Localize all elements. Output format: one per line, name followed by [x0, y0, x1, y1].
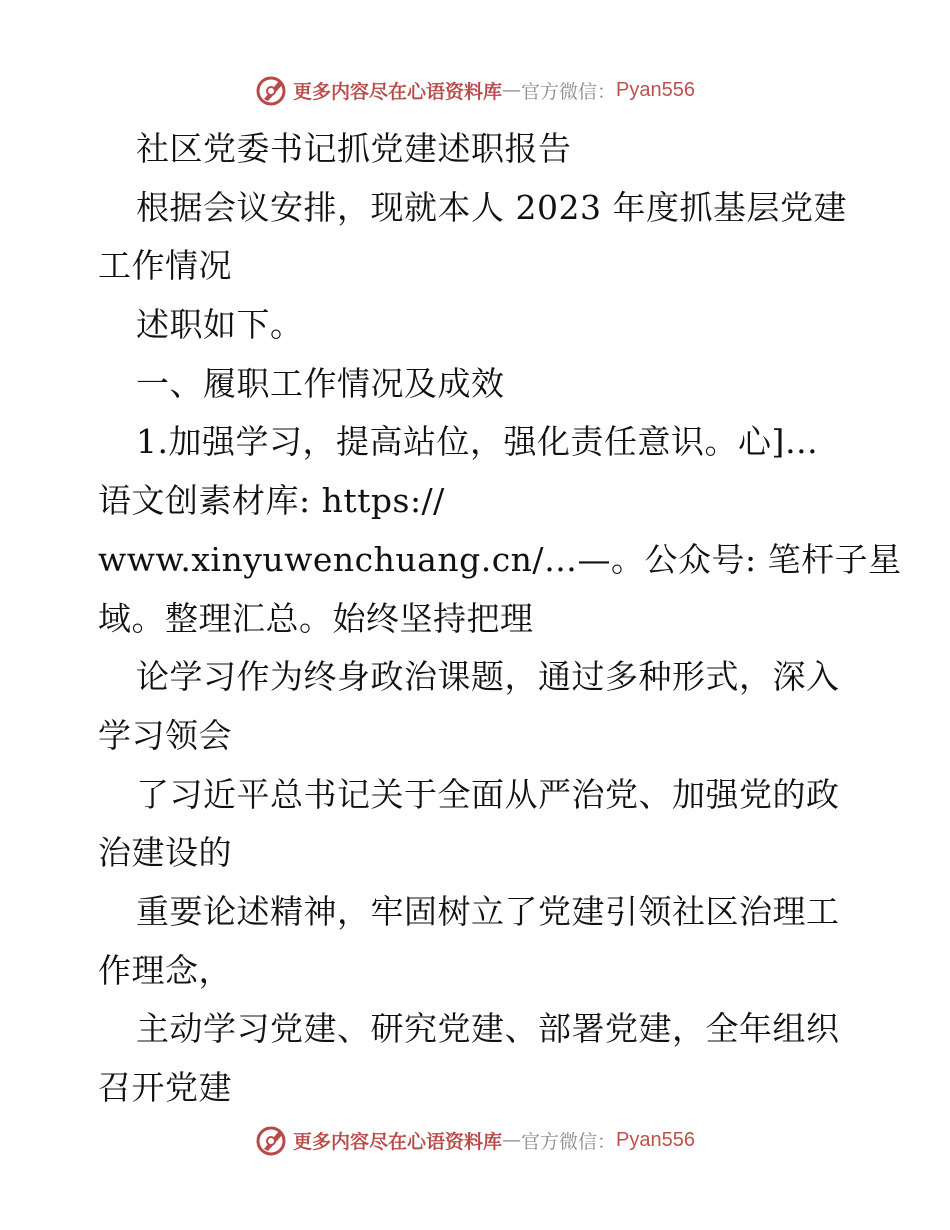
document-title: 社区党委书记抓党建述职报告 [136, 129, 572, 168]
paragraph-line: 主动学习党建、研究党建、部署党建，全年组织 [136, 1009, 840, 1049]
paragraph-line: 论学习作为终身政治课题，通过多种形式，深入 [136, 657, 840, 697]
section-heading: 一、履职工作情况及成效 [136, 363, 505, 403]
watermark-contact-label: 官方微信： [521, 1130, 617, 1153]
watermark-contact-id: Pyan556 [616, 1128, 695, 1151]
paragraph-line: 重要论述精神，牢固树立了党建引领社区治理工 [136, 891, 840, 931]
paragraph-line: 召开党建 [98, 1068, 232, 1107]
paragraph-line: www.xinyuwenchuang.cn/…—。公众号: 笔杆子星 [98, 539, 902, 579]
document-body [98, 120, 902, 1118]
footer-watermark [0, 1120, 950, 1160]
watermark-contact-id: Pyan556 [616, 78, 695, 101]
watermark-contact-label: 官方微信： [521, 80, 617, 103]
watermark-separator: — [502, 1129, 522, 1151]
paragraph-line: 根据会议安排，现就本人 2023 年度抓基层党建 [136, 187, 847, 227]
paragraph-line: 域。整理汇总。始终坚持把理 [98, 598, 534, 638]
watermark-main-text: 更多内容尽在心语资料库 [293, 80, 503, 103]
paragraph-line: 了习近平总书记关于全面从严治党、加强党的政 [136, 774, 840, 814]
paragraph-line: 语文创素材库: https:// [98, 481, 445, 521]
paragraph-line: 1.加强学习，提高站位，强化责任意识。心]… [136, 422, 819, 462]
brush-logo-icon [255, 73, 289, 107]
watermark-main-text: 更多内容尽在心语资料库 [293, 1130, 503, 1153]
paragraph-line: 工作情况 [98, 246, 232, 286]
brush-logo-icon [255, 1123, 289, 1157]
paragraph-line: 作理念， [98, 950, 232, 990]
paragraph-line: 述职如下。 [136, 305, 304, 345]
header-watermark [0, 70, 950, 110]
paragraph-line: 学习领会 [98, 715, 232, 755]
paragraph-line: 治建设的 [98, 833, 232, 873]
watermark-separator: — [502, 79, 522, 101]
